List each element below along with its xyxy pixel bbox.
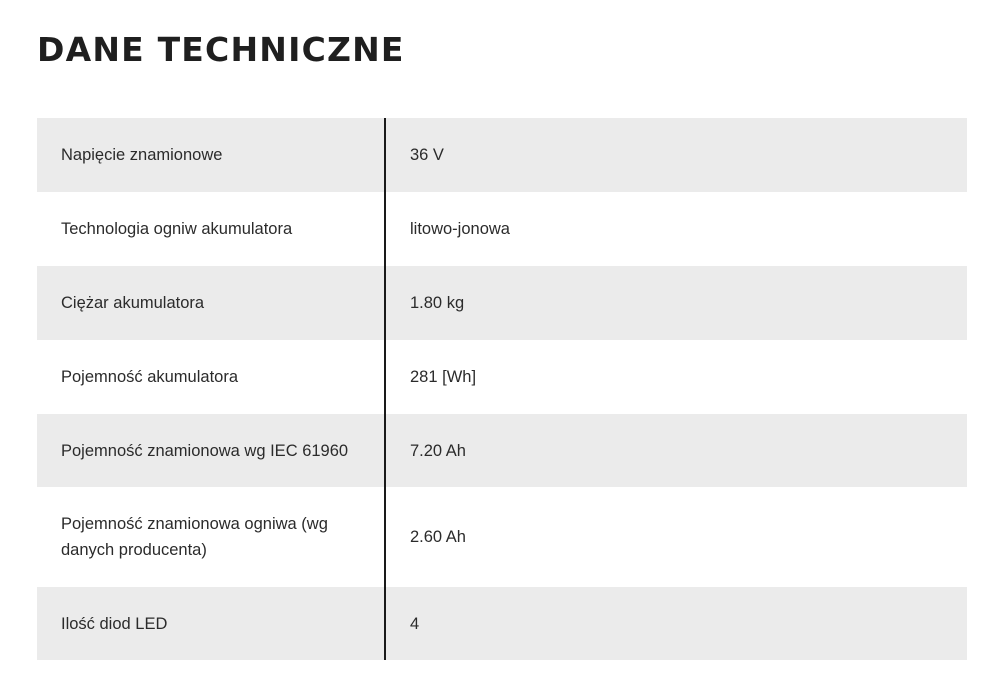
column-divider (384, 118, 386, 660)
table-row (37, 414, 967, 487)
spec-label: Pojemność akumulatora (61, 368, 239, 386)
spec-value: 7.20 Ah (410, 441, 466, 460)
spec-value: 36 V (410, 146, 444, 164)
spec-value: litowo-jonowa (410, 220, 510, 238)
spec-value: 2.60 Ah (410, 528, 466, 546)
table-row (37, 487, 967, 587)
spec-label: Technologia ogniw akumulatora (61, 220, 293, 238)
table-row (37, 266, 967, 340)
table-row (37, 587, 967, 660)
table-row (37, 340, 967, 414)
page-title: DANE TECHNICZNE (37, 30, 405, 69)
spec-value: 1.80 kg (410, 294, 465, 312)
spec-label: Pojemność znamionowa wg IEC 61960 (61, 441, 349, 460)
spec-label: Napięcie znamionowe (61, 146, 223, 164)
spec-value: 4 (410, 614, 420, 633)
spec-label: Ciężar akumulatora (61, 294, 205, 312)
spec-label: Ilość diod LED (61, 614, 168, 633)
spec-value: 281 [Wh] (410, 368, 477, 386)
table-row (37, 192, 967, 266)
table-row (37, 118, 967, 192)
spec-table (37, 118, 967, 660)
spec-label: Pojemność znamionowa ogniwa (wg danych producenta) (61, 515, 328, 559)
